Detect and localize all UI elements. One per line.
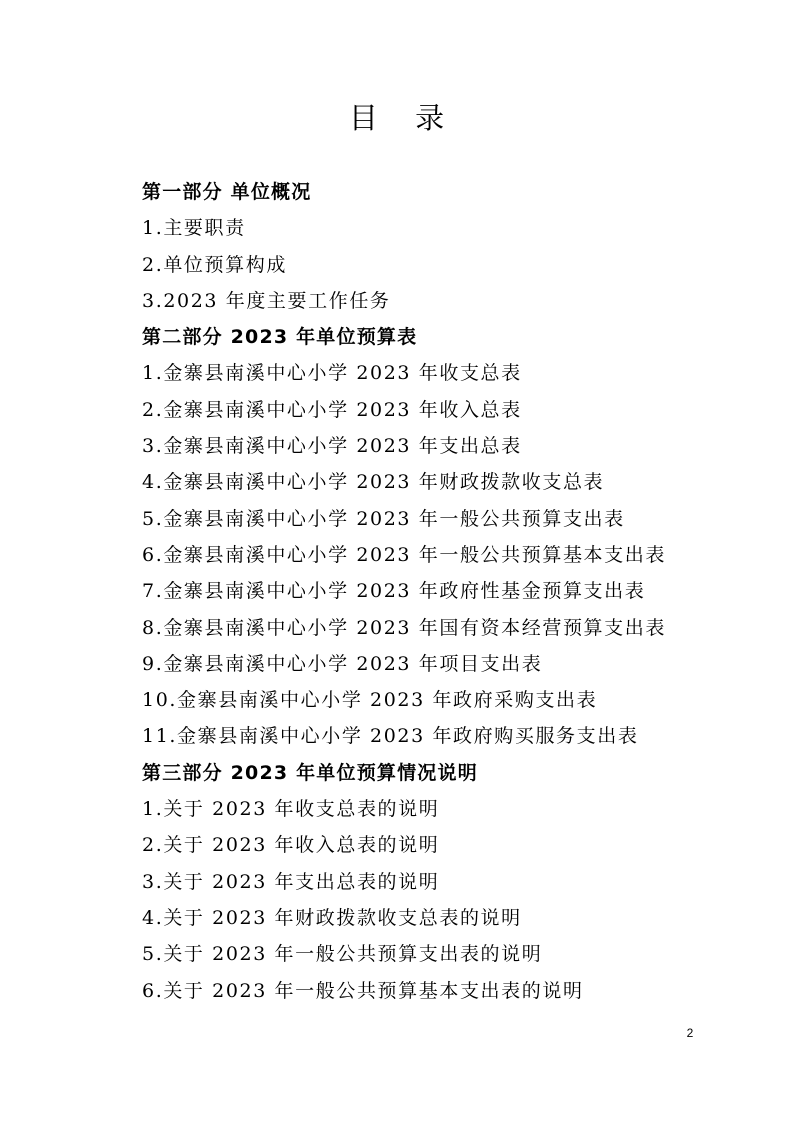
toc-item[interactable]: 10.金寨县南溪中心小学 2023 年政府采购支出表 (142, 689, 598, 712)
toc-item[interactable]: 5.金寨县南溪中心小学 2023 年一般公共预算支出表 (142, 507, 625, 530)
page-title: 目 录 (348, 101, 459, 135)
toc-item[interactable]: 8.金寨县南溪中心小学 2023 年国有资本经营预算支出表 (142, 616, 666, 639)
toc-item[interactable]: 4.关于 2023 年财政拨款收支总表的说明 (142, 906, 522, 929)
toc-item[interactable]: 3.金寨县南溪中心小学 2023 年支出总表 (142, 435, 522, 458)
toc-item[interactable]: 3.关于 2023 年支出总表的说明 (142, 870, 440, 893)
toc-section-2[interactable]: 第二部分 2023 年单位预算表 (142, 326, 418, 349)
toc-item[interactable]: 2.金寨县南溪中心小学 2023 年收入总表 (142, 398, 522, 421)
toc-item[interactable]: 2.关于 2023 年收入总表的说明 (142, 834, 440, 857)
toc-item[interactable]: 4.金寨县南溪中心小学 2023 年财政拨款收支总表 (142, 471, 605, 494)
toc-item[interactable]: 3.2023 年度主要工作任务 (142, 289, 391, 312)
toc-item[interactable]: 1.金寨县南溪中心小学 2023 年收支总表 (142, 362, 522, 385)
toc-section-1[interactable]: 第一部分 单位概况 (142, 181, 312, 203)
page-number: 2 (686, 1026, 694, 1040)
toc-item[interactable]: 1.关于 2023 年收支总表的说明 (142, 798, 440, 821)
toc-item[interactable]: 6.关于 2023 年一般公共预算基本支出表的说明 (142, 979, 584, 1002)
table-of-contents (142, 174, 762, 1009)
toc-item[interactable]: 9.金寨县南溪中心小学 2023 年项目支出表 (142, 652, 543, 675)
toc-item[interactable]: 7.金寨县南溪中心小学 2023 年政府性基金预算支出表 (142, 580, 646, 603)
toc-item[interactable]: 5.关于 2023 年一般公共预算支出表的说明 (142, 943, 543, 966)
toc-item[interactable]: 6.金寨县南溪中心小学 2023 年一般公共预算基本支出表 (142, 543, 666, 566)
toc-item[interactable]: 2.单位预算构成 (142, 253, 287, 276)
toc-section-3[interactable]: 第三部分 2023 年单位预算情况说明 (142, 761, 478, 784)
toc-item[interactable]: 11.金寨县南溪中心小学 2023 年政府购买服务支出表 (142, 725, 639, 748)
toc-item[interactable]: 1.主要职责 (142, 217, 246, 240)
